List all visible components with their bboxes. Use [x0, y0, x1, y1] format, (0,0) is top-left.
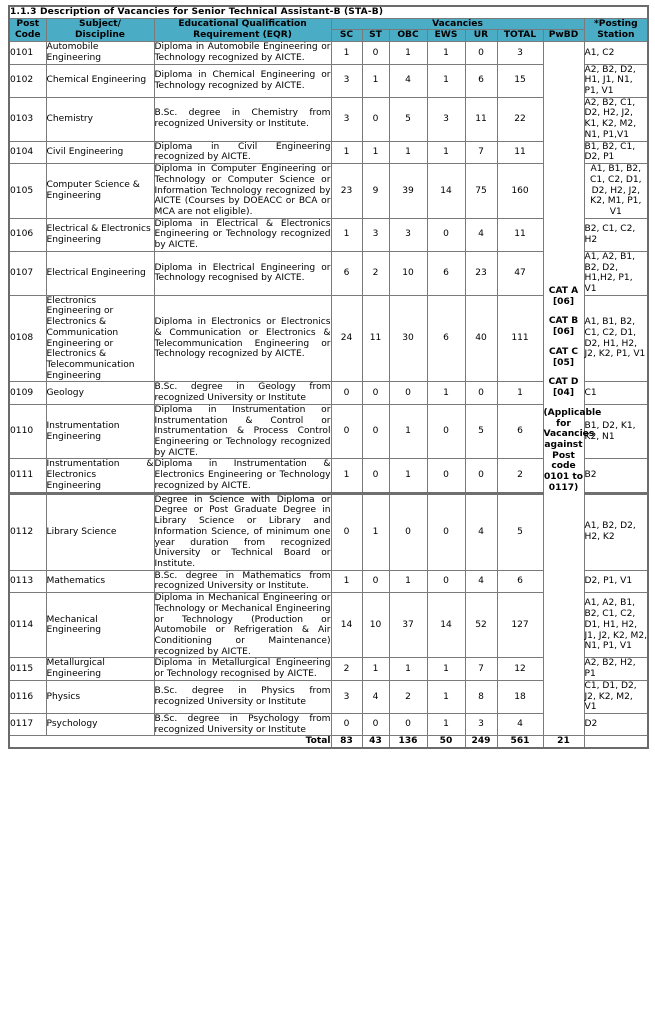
cell-post-code: 0113: [9, 570, 46, 592]
header-eqr-line2: Requirement (EQR): [193, 29, 292, 40]
cell-obc: 1: [389, 658, 427, 680]
header-vacancies: Vacancies: [331, 18, 584, 30]
cell-ur: 23: [465, 251, 497, 295]
cell-st: 0: [362, 570, 389, 592]
vacancy-table: [8, 5, 649, 749]
cell-sc: 1: [331, 570, 362, 592]
cell-posting-station: B1, D2, K1, K2, N1: [584, 404, 648, 459]
cell-sc: 23: [331, 164, 362, 219]
cell-ur: 0: [465, 42, 497, 64]
cell-post-code: 0106: [9, 218, 46, 251]
cell-post-code: 0102: [9, 64, 46, 97]
cell-sc: 1: [331, 42, 362, 64]
cell-posting-station: A1, A2, B1, B2, D2, H1,H2, P1, V1: [584, 251, 648, 295]
cell-ews: 14: [427, 164, 465, 219]
cell-subject: Chemistry: [46, 97, 154, 141]
cell-subject: Computer Science & Engineering: [46, 164, 154, 219]
cell-sc: 0: [331, 404, 362, 459]
cell-sc: 0: [331, 714, 362, 736]
cell-post-code: 0115: [9, 658, 46, 680]
total-sc: 83: [331, 736, 362, 748]
table-header-row-1: [9, 18, 648, 30]
cell-subject: Chemical Engineering: [46, 64, 154, 97]
cell-obc: 30: [389, 295, 427, 382]
cell-posting-station: A2, B2, D2, H1, J1, N1, P1, V1: [584, 64, 648, 97]
cell-eqr: B.Sc. degree in Mathematics from recognized University or Institute.: [154, 570, 331, 592]
cell-st: 10: [362, 593, 389, 658]
cell-subject: Automobile Engineering: [46, 42, 154, 64]
cell-ur: 6: [465, 64, 497, 97]
cell-subject: Mathematics: [46, 570, 154, 592]
cell-post-code: 0110: [9, 404, 46, 459]
cell-obc: 1: [389, 570, 427, 592]
cell-total: 160: [497, 164, 543, 219]
cell-st: 4: [362, 680, 389, 713]
cell-total: 18: [497, 680, 543, 713]
header-posting-line1: *Posting: [594, 19, 638, 30]
cell-ur: 4: [465, 218, 497, 251]
cell-obc: 3: [389, 218, 427, 251]
cell-sc: 3: [331, 680, 362, 713]
cell-post-code: 0105: [9, 164, 46, 219]
cell-sc: 0: [331, 382, 362, 404]
cell-ews: 1: [427, 714, 465, 736]
pwbd-note: (Applicable for Vacancies against Post code 0101 to 0117): [543, 407, 602, 493]
cell-total: 11: [497, 141, 543, 163]
cell-ews: 14: [427, 593, 465, 658]
cell-obc: 1: [389, 42, 427, 64]
header-subject-discipline: [46, 18, 154, 41]
cell-obc: 37: [389, 593, 427, 658]
cell-ur: 40: [465, 295, 497, 382]
cell-st: 11: [362, 295, 389, 382]
cell-sc: 2: [331, 658, 362, 680]
cell-posting-station: C1, D1, D2, J2, K2, M2, V1: [584, 680, 648, 713]
header-post-code: [9, 18, 46, 41]
cell-total: 1: [497, 382, 543, 404]
cell-subject: Geology: [46, 382, 154, 404]
pwbd-cat-a: CAT A [06]: [548, 286, 579, 307]
cell-obc: 2: [389, 680, 427, 713]
cell-total: 15: [497, 64, 543, 97]
cell-total: 11: [497, 218, 543, 251]
total-station-blank: [584, 736, 648, 748]
cell-posting-station: A1, B1, B2, C1, C2, D1, D2, H2, J2, K2, M1, P1, V1: [584, 164, 648, 219]
header-st: ST: [362, 30, 389, 42]
cell-ur: 3: [465, 714, 497, 736]
cell-posting-station: B2, C1, C2, H2: [584, 218, 648, 251]
cell-posting-station: D2, P1, V1: [584, 570, 648, 592]
cell-posting-station: B2: [584, 459, 648, 493]
cell-post-code: 0108: [9, 295, 46, 382]
cell-subject: Electrical Engineering: [46, 251, 154, 295]
vacancy-table-container: [8, 5, 647, 749]
cell-eqr: Diploma in Automobile Engineering or Technology recognized by AICTE.: [154, 42, 331, 63]
cell-total: 2: [497, 459, 543, 493]
header-subject-line2: Discipline: [75, 29, 125, 40]
cell-ews: 0: [427, 218, 465, 251]
cell-obc: 0: [389, 382, 427, 404]
cell-obc: 0: [389, 493, 427, 570]
cell-ews: 0: [427, 493, 465, 570]
cell-st: 1: [362, 141, 389, 163]
cell-posting-station: A2, B2, H2, P1: [584, 658, 648, 680]
total-label: Total: [9, 736, 331, 748]
cell-st: 2: [362, 251, 389, 295]
cell-post-code: 0107: [9, 251, 46, 295]
cell-total: 6: [497, 404, 543, 459]
cell-ur: 4: [465, 493, 497, 570]
header-ur: UR: [465, 30, 497, 42]
cell-posting-station: B1, B2, C1, D2, P1: [584, 141, 648, 163]
header-total: TOTAL: [497, 30, 543, 42]
cell-subject: Electronics Engineering or Electronics & Communication Engineering or Electronics & Telecommunication Engineering: [46, 295, 154, 382]
cell-posting-station: A2, B2, C1, D2, H2, J2, K1, K2, M2, N1, P1,V1: [584, 97, 648, 141]
cell-total: 12: [497, 658, 543, 680]
header-subject-line1: Subject/: [79, 19, 121, 30]
cell-ews: 6: [427, 295, 465, 382]
cell-st: 1: [362, 658, 389, 680]
cell-obc: 5: [389, 97, 427, 141]
header-eqr: [154, 18, 331, 41]
header-posting-line2: Station: [597, 29, 635, 40]
cell-ews: 3: [427, 97, 465, 141]
total-ur: 249: [465, 736, 497, 748]
cell-obc: 10: [389, 251, 427, 295]
cell-ews: 1: [427, 64, 465, 97]
cell-ews: 1: [427, 382, 465, 404]
total-obc: 136: [389, 736, 427, 748]
cell-sc: 6: [331, 251, 362, 295]
cell-st: 0: [362, 382, 389, 404]
cell-ur: 8: [465, 680, 497, 713]
cell-st: 3: [362, 218, 389, 251]
cell-ews: 1: [427, 658, 465, 680]
cell-eqr: B.Sc. degree in Psychology from recognized University or Institute: [154, 714, 331, 735]
cell-eqr: Degree in Science with Diploma or Degree or Post Graduate Degree in Library Science or Library and Information Science, of minimum one year duration from recognized University or Technical Board or Institute.: [154, 494, 331, 569]
cell-eqr: B.Sc. degree in Physics from recognized University or Institute: [154, 680, 331, 713]
cell-total: 4: [497, 714, 543, 736]
cell-eqr: Diploma in Computer Engineering or Technology or Computer Science or Information Technology recognized by AICTE (Courses by DOEACC or BCA or MCA are not eligible).: [154, 164, 331, 217]
cell-subject: Instrumentation & Electronics Engineering: [46, 459, 154, 493]
cell-st: 0: [362, 459, 389, 493]
pwbd-cat-d: CAT D [04]: [548, 377, 579, 399]
table-row: [9, 42, 648, 64]
page-title: 1.1.3 Description of Vacancies for Senior Technical Assistant-B (STA-B): [9, 6, 648, 18]
cell-total: 22: [497, 97, 543, 141]
pwbd-cat-c: CAT C [05]: [548, 346, 579, 368]
cell-sc: 1: [331, 218, 362, 251]
total-ews: 50: [427, 736, 465, 748]
total-overall: 561: [497, 736, 543, 748]
cell-eqr: Diploma in Instrumentation & Electronics Engineering or Technology recognized by AICTE.: [154, 459, 331, 493]
cell-ur: 7: [465, 658, 497, 680]
cell-obc: 4: [389, 64, 427, 97]
cell-subject: Library Science: [46, 493, 154, 570]
header-ews: EWS: [427, 30, 465, 42]
cell-sc: 1: [331, 141, 362, 163]
cell-subject: Instrumentation Engineering: [46, 404, 154, 459]
cell-sc: 3: [331, 97, 362, 141]
cell-eqr: Diploma in Electronics or Electronics & Communication or Electronics & Telecommunication Engineering or Technology recognized by AICTE.: [154, 295, 331, 382]
cell-posting-station: C1: [584, 382, 648, 404]
header-post-code-line1: Post: [16, 19, 40, 30]
cell-total: 6: [497, 570, 543, 592]
cell-eqr: Diploma in Electrical & Electronics Engineering or Technology recognized by AICTE.: [154, 218, 331, 251]
cell-eqr: Diploma in Instrumentation or Instrumentation & Control or Instrumentation & Process Control Engineering or Technology recognized by AICTE.: [154, 404, 331, 458]
cell-total: 47: [497, 251, 543, 295]
cell-posting-station: A1, B1, B2, C1, C2, D1, D2, H1, H2, J2, K2, P1, V1: [584, 295, 648, 382]
cell-post-code: 0109: [9, 382, 46, 404]
header-posting-station: [584, 18, 648, 41]
cell-post-code: 0104: [9, 141, 46, 163]
total-st: 43: [362, 736, 389, 748]
cell-st: 0: [362, 404, 389, 459]
cell-total: 127: [497, 593, 543, 658]
cell-posting-station: D2: [584, 714, 648, 736]
cell-st: 0: [362, 42, 389, 64]
cell-total: 3: [497, 42, 543, 64]
cell-subject: Civil Engineering: [46, 141, 154, 163]
cell-obc: 1: [389, 459, 427, 493]
cell-st: 1: [362, 64, 389, 97]
cell-post-code: 0116: [9, 680, 46, 713]
cell-obc: 1: [389, 404, 427, 459]
cell-ews: 6: [427, 251, 465, 295]
cell-sc: 0: [331, 493, 362, 570]
cell-ews: 0: [427, 570, 465, 592]
cell-posting-station: A1, A2, B1, B2, C1, C2, D1, H1, H2, J1, J2, K2, M2, N1, P1, V1: [584, 593, 648, 658]
cell-ews: 1: [427, 42, 465, 64]
table-title-row: [9, 6, 648, 18]
cell-posting-station: A1, B2, D2, H2, K2: [584, 493, 648, 570]
cell-ews: 0: [427, 459, 465, 493]
cell-obc: 0: [389, 714, 427, 736]
cell-ur: 52: [465, 593, 497, 658]
cell-post-code: 0112: [9, 493, 46, 570]
cell-ews: 0: [427, 404, 465, 459]
cell-ur: 0: [465, 382, 497, 404]
cell-eqr: Diploma in Electrical Engineering or Technology recognised by AICTE.: [154, 251, 331, 295]
cell-st: 1: [362, 493, 389, 570]
cell-ur: 0: [465, 459, 497, 493]
cell-ews: 1: [427, 141, 465, 163]
total-pwbd: 21: [543, 736, 584, 748]
cell-st: 9: [362, 164, 389, 219]
cell-subject: Metallurgical Engineering: [46, 658, 154, 680]
cell-subject: Electrical & Electronics Engineering: [46, 218, 154, 251]
cell-eqr: Diploma in Civil Engineering recognized by AICTE.: [154, 141, 331, 163]
cell-post-code: 0117: [9, 714, 46, 736]
header-obc: OBC: [389, 30, 427, 42]
cell-eqr: B.Sc. degree in Geology from recognized University or Institute: [154, 382, 331, 404]
cell-eqr: Diploma in Metallurgical Engineering or Technology recognised by AICTE.: [154, 658, 331, 680]
cell-ur: 4: [465, 570, 497, 592]
cell-eqr: Diploma in Chemical Engineering or Technology recognized by AICTE.: [154, 64, 331, 97]
cell-ur: 75: [465, 164, 497, 219]
cell-sc: 3: [331, 64, 362, 97]
cell-st: 0: [362, 97, 389, 141]
cell-sc: 1: [331, 459, 362, 493]
cell-subject: Mechanical Engineering: [46, 593, 154, 658]
cell-post-code: 0103: [9, 97, 46, 141]
cell-ur: 7: [465, 141, 497, 163]
cell-obc: 39: [389, 164, 427, 219]
cell-sc: 14: [331, 593, 362, 658]
cell-subject: Psychology: [46, 714, 154, 736]
cell-total: 5: [497, 493, 543, 570]
cell-obc: 1: [389, 141, 427, 163]
cell-ews: 1: [427, 680, 465, 713]
header-post-code-line2: Code: [14, 29, 41, 40]
cell-eqr: B.Sc. degree in Chemistry from recognized University or Institute.: [154, 97, 331, 141]
pwbd-cat-b: CAT B [06]: [548, 316, 579, 338]
cell-sc: 24: [331, 295, 362, 382]
cell-eqr: Diploma in Mechanical Engineering or Technology or Mechanical Engineering or Technology (Production or Automobile or Refrigeration & Air Conditioning or Maintenance) recognized by AICTE.: [154, 593, 331, 657]
header-pwbd: PwBD: [543, 30, 584, 42]
header-eqr-line1: Educational Qualification: [178, 19, 307, 30]
cell-st: 0: [362, 714, 389, 736]
cell-post-code: 0101: [9, 42, 46, 64]
cell-total: 111: [497, 295, 543, 382]
cell-posting-station: A1, C2: [584, 42, 648, 64]
cell-ur: 11: [465, 97, 497, 141]
cell-subject: Physics: [46, 680, 154, 713]
cell-post-code: 0114: [9, 593, 46, 658]
table-total-row: [9, 736, 648, 748]
cell-ur: 5: [465, 404, 497, 459]
cell-post-code: 0111: [9, 459, 46, 493]
header-sc: SC: [331, 30, 362, 42]
